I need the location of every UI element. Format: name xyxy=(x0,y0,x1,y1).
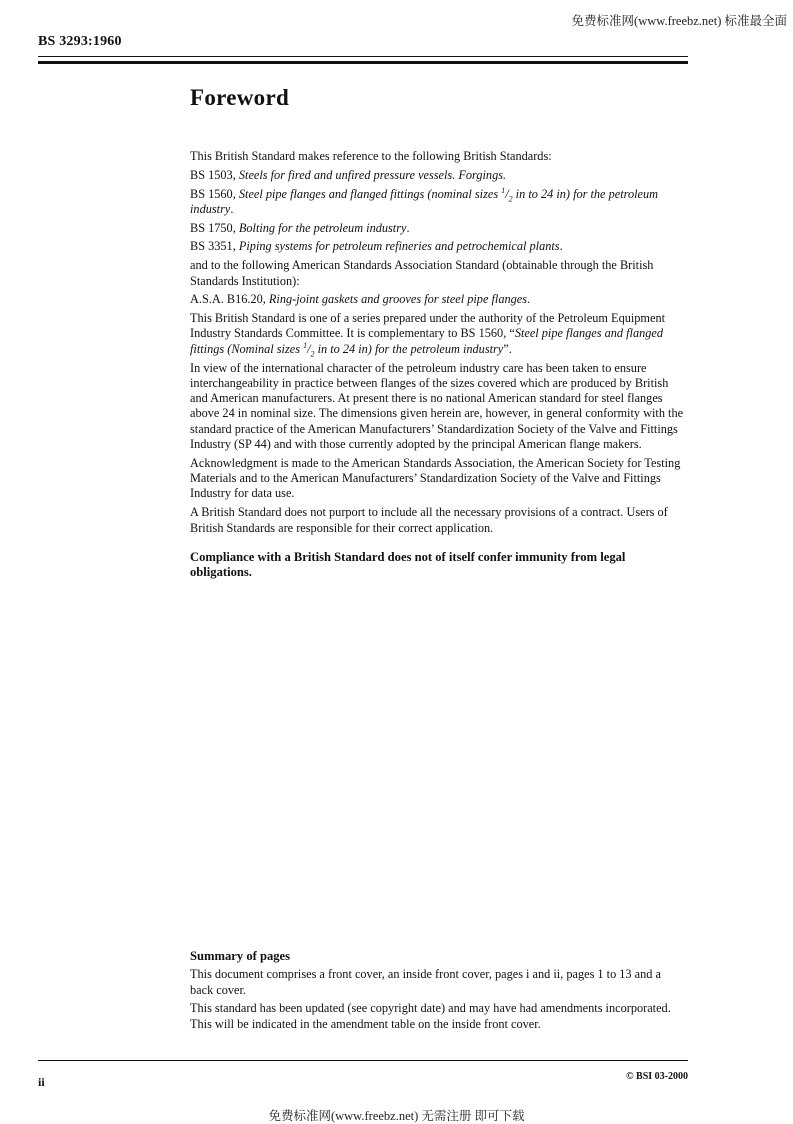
page-title: Foreword xyxy=(190,85,290,110)
summary-heading: Summary of pages xyxy=(190,949,291,963)
series-paragraph: This British Standard is one of a series prepared under the authority of the Petroleum Equipment Industry Standards Committee. It is complementary to BS 1560, “Steel pipe flanges and flanged fittings (Nominal sizes $^1/_2$ in to 24 in) for the petroleum industry”. xyxy=(190,311,666,359)
ref-bs3351: BS 3351, Piping systems for petroleum refineries and petrochemical plants. xyxy=(190,239,563,254)
foreword-body xyxy=(190,149,686,584)
contract-paragraph: A British Standard does not purport to include all the necessary provisions of a contract. Users of British Standards are responsible for their correct application. xyxy=(190,505,668,535)
page-number: ii xyxy=(38,1075,45,1089)
document-id: BS 3293:1960 xyxy=(38,34,122,49)
american-intro-paragraph: and to the following American Standards Association Standard (obtainable through the British Standards Institution): xyxy=(190,258,654,288)
summary-of-pages xyxy=(190,949,686,1035)
international-paragraph: In view of the international character of the petroleum industry care has been taken to ensure interchangeability in practice between flanges of the sizes covered which are produced by British and American manufacturers. At present there is no national American standard for steel flanges above 24 in nominal size. The dimensions given herein are, however, in general conformity with the standard practice of the American Manufacturers’ Standardization Society of the Valve and Fittings Industry (SP 44) and with those currently adopted by the principal American flange makers. xyxy=(190,360,684,452)
header-rule-thick xyxy=(38,61,688,64)
header-rule-thin xyxy=(38,56,688,57)
ref-bs1560: BS 1560, Steel pipe flanges and flanged fittings (nominal sizes $^1/_2$ in to 24 in) for the petroleum industry. xyxy=(190,185,658,216)
compliance-statement: Compliance with a British Standard does not of itself confer immunity from legal obligations. xyxy=(190,549,626,580)
summary-paragraph-1: This document comprises a front cover, an inside front cover, pages i and ii, pages 1 to 13 and a back cover. xyxy=(190,967,661,997)
watermark-top: 免费标准网(www.freebz.net) 标准最全面 xyxy=(571,14,787,28)
ref-bs1750: BS 1750, Bolting for the petroleum industry. xyxy=(190,220,410,235)
ref-asa-b16-20: A.S.A. B16.20, Ring-joint gaskets and grooves for steel pipe flanges. xyxy=(190,292,531,307)
watermark-bottom: 免费标准网(www.freebz.net) 无需注册 即可下载 xyxy=(268,1109,525,1123)
intro-paragraph: This British Standard makes reference to the following British Standards: xyxy=(190,149,552,163)
ref-bs1503: BS 1503, Steels for fired and unfired pressure vessels. Forgings. xyxy=(190,167,507,182)
copyright-notice: © BSI 03-2000 xyxy=(626,1071,688,1082)
summary-paragraph-2: This standard has been updated (see copyright date) and may have had amendments incorporated. This will be indicated in the amendment table on the inside front cover. xyxy=(190,1001,671,1031)
acknowledgment-paragraph: Acknowledgment is made to the American Standards Association, the American Society for Testing Materials and to the American Manufacturers’ Standardization Society of the Valve and Fittings Industry for data use. xyxy=(190,455,681,501)
footer-rule xyxy=(38,1060,688,1061)
